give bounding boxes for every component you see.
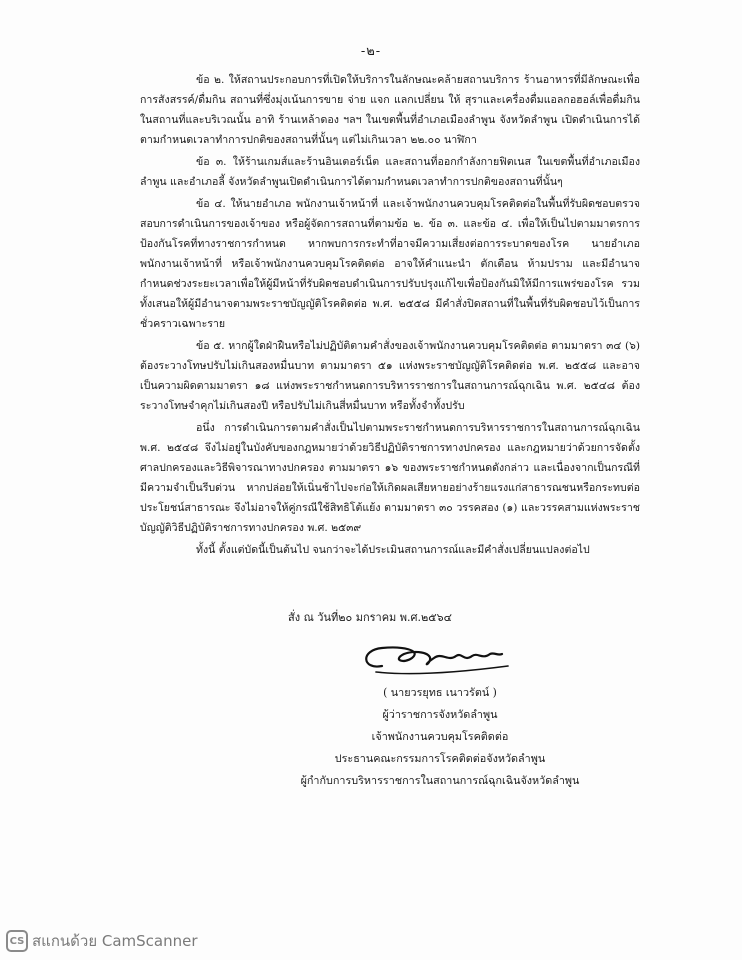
camscanner-watermark xyxy=(6,928,198,954)
clause-3-paragraph: ข้อ ๓. ให้ร้านเกมส์และร้านอินเตอร์เน็ต และสถานที่ออกกำลังกายฟิตเนส ในเขตพื้นที่อำเภอเมืองลำพูน และอำเภอลี้ จังหวัดลำพูนเปิดดำเนินการได้ตามกำหนดเวลาทำการปกติของสถานที่นั้นๆ xyxy=(140,156,640,188)
note-paragraph: อนึ่ง การดำเนินการตามคำสั่งเป็นไปตามพระราชกำหนดการบริหารราชการในสถานการณ์ฉุกเฉิน พ.ศ. ๒๕๔๘ จึงไม่อยู่ในบังคับของกฎหมายว่าด้วยวิธีปฏิบัติราชการทางปกครอง และกฎหมายว่าด้วยการจัดตั้งศาลปกครองและวิธีพิจารณาทางปกครอง ตามมาตรา ๑๖ ของพระราชกำหนดดังกล่าว และเนื่องจากเป็นกรณีที่มีความจำเป็นรีบด่วน หากปล่อยให้เนิ่นช้าไปจะก่อให้เกิดผลเสียหายอย่างร้ายแรงแก่สาธารณชนหรือกระทบต่อประโยชน์สาธารณะ จึงไม่อาจให้คู่กรณีใช้สิทธิโต้แย้ง ตามมาตรา ๓๐ วรรคสอง (๑) และวรรคสามแห่งพระราชบัญญัติวิธีปฏิบัติราชการทางปกครอง พ.ศ. ๒๕๓๙ xyxy=(140,422,640,534)
signer-title-disease-control-officer: เจ้าพนักงานควบคุมโรคติดต่อ xyxy=(371,730,509,743)
signer-name: ( นายวรยุทธ เนาวรัตน์ ) xyxy=(383,686,497,699)
camscanner-logo-icon: CS xyxy=(6,930,28,952)
document-body xyxy=(140,70,640,560)
signer-block xyxy=(290,682,590,792)
signer-title-committee-chair: ประธานคณะกรรมการโรคติดต่อจังหวัดลำพูน xyxy=(334,752,546,765)
signer-title-emergency-supervisor: ผู้กำกับการบริหารราชการในสถานการณ์ฉุกเฉินจังหวัดลำพูน xyxy=(300,774,580,787)
clause-5-paragraph: ข้อ ๕. หากผู้ใดฝ่าฝืนหรือไม่ปฏิบัติตามคำสั่งของเจ้าพนักงานควบคุมโรคติดต่อ ตามมาตรา ๓๔ (๖) ต้องระวางโทษปรับไม่เกินสองหมื่นบาท ตามมาตรา ๕๑ แห่งพระราชบัญญัติโรคติดต่อ พ.ศ. ๒๕๕๘ และอาจเป็นความผิดตามมาตรา ๑๘ แห่งพระราชกำหนดการบริหารราชการในสถานการณ์ฉุกเฉิน พ.ศ. ๒๕๔๘ ต้องระวางโทษจำคุกไม่เกินสองปี หรือปรับไม่เกินสี่หมื่นบาท หรือทั้งจำทั้งปรับ xyxy=(140,340,640,412)
page-number: -๒- xyxy=(360,44,382,59)
order-date: สั่ง ณ วันที่๒๐ มกราคม พ.ศ.๒๕๖๔ xyxy=(288,611,452,624)
closing-paragraph: ทั้งนี้ ตั้งแต่บัดนี้เป็นต้นไป จนกว่าจะได้ประเมินสถานการณ์และมีคำสั่งเปลี่ยนแปลงต่อไป xyxy=(196,544,590,556)
handwritten-signature xyxy=(352,636,522,682)
clause-2-paragraph: ข้อ ๒. ให้สถานประกอบการที่เปิดให้บริการในลักษณะคล้ายสถานบริการ ร้านอาหารที่มีลักษณะเพื่อการสังสรรค์/ดื่มกิน สถานที่ซึ่งมุ่งเน้นการขาย จ่าย แจก แลกเปลี่ยน ให้ สุราและเครื่องดื่มแอลกอฮอล์เพื่อดื่มกินในสถานที่และบริเวณนั้น อาทิ ร้านเหล้าดอง ฯลฯ ในเขตพื้นที่อำเภอเมืองลำพูน จังหวัดลำพูน เปิดดำเนินการได้ตามกำหนดเวลาทำการปกติของสถานที่นั้นๆ แต่ไม่เกินเวลา ๒๒.๐๐ นาฬิกา xyxy=(140,74,640,146)
clause-4-paragraph: ข้อ ๔. ให้นายอำเภอ พนักงานเจ้าหน้าที่ และเจ้าพนักงานควบคุมโรคติดต่อในพื้นที่รับผิดชอบตรวจสอบการดำเนินการของเจ้าของ หรือผู้จัดการสถานที่ตามข้อ ๒. ข้อ ๓. และข้อ ๔. เพื่อให้เป็นไปตามมาตรการป้องกันโรคที่ทางราชการกำหนด หากพบการกระทำที่อาจมีความเสี่ยงต่อการระบาดของโรค นายอำเภอ พนักงานเจ้าหน้าที่ หรือเจ้าพนักงานควบคุมโรคติดต่อ อาจให้คำแนะนำ ตักเตือน ห้ามปราม และมีอำนาจกำหนดช่วงระยะเวลาเพื่อให้ผู้มีหน้าที่รับผิดชอบดำเนินการปรับปรุงแก้ไขเพื่อป้องกันมิให้มีการแพร่ของโรค รวมทั้งเสนอให้ผู้มีอำนาจตามพระราชบัญญัติโรคติดต่อ พ.ศ. ๒๕๕๘ มีคำสั่งปิดสถานที่ในพื้นที่รับผิดชอบไว้เป็นการชั่วคราวเฉพาะราย xyxy=(140,198,640,330)
signer-title-governor: ผู้ว่าราชการจังหวัดลำพูน xyxy=(382,708,498,721)
camscanner-text: สแกนด้วย CamScanner xyxy=(32,932,198,950)
